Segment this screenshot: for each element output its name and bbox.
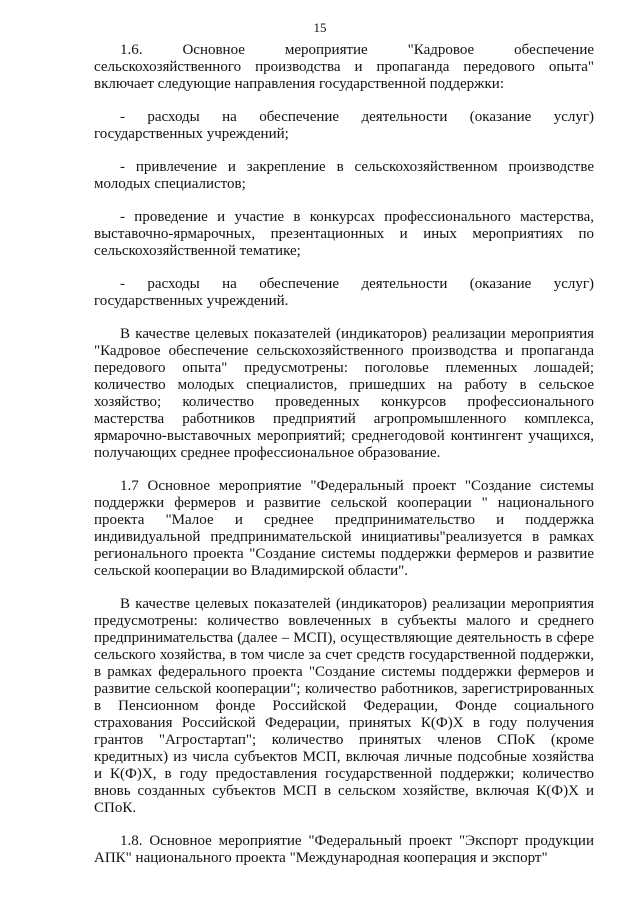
bullet-expenses-2: - расходы на обеспечение деятельности (оказание услуг) государственных учреждений.: [94, 276, 594, 309]
paragraph-1-7: 1.7 Основное мероприятие "Федеральный проект "Создание системы поддержки фермеров и развитие сельской кооперации " национального проекта "Малое и среднее предпринимательство и поддержка индивидуальной предпринимательской инициативы"реализуется в рамках регионального проекта "Создание системы поддержки фермеров и развитие сельской кооперации во Владимирской области".: [94, 478, 594, 579]
paragraph-indicators-1-6: В качестве целевых показателей (индикаторов) реализации мероприятия "Кадровое обеспечение сельскохозяйственного производства и пропаганда передового опыта" предусмотрены: поголовье племенных лошадей; количество молодых специалистов, пришедших на работу в сельское хозяйство; количество проведенных конкурсов профессионального мастерства работников предприятий агропромышленного комплекса, ярмарочно-выставочных мероприятий; среднегодовой контингент учащихся, получающих среднее профессиональное образование.: [94, 326, 594, 461]
paragraph-indicators-1-7: В качестве целевых показателей (индикаторов) реализации мероприятия предусмотрены: количество вовлеченных в субъекты малого и среднего предпринимательства (далее – МСП), осуществляющие деятельность в сфере сельского хозяйства, в том числе за счет средств государственной поддержки, в рамках федерального проекта "Создание системы поддержки фермеров и развитие сельской кооперации"; количество работников, зарегистрированных в Пенсионном фонде Российской Федерации, Фонде социального страхования Российской Федерации, принятых К(Ф)Х в году получения грантов "Агростартап"; количество принятых членов СПоК (кроме кредитных) из числа субъектов МСП, включая личные подсобные хозяйства и К(Ф)Х, в году предоставления государственной поддержки; количество вновь созданных субъектов МСП в сельском хозяйстве, включая К(Ф)Х и СПоК.: [94, 596, 594, 816]
paragraph-1-6-intro: 1.6. Основное мероприятие "Кадровое обеспечение сельскохозяйственного производства и пропаганда передового опыта" включает следующие направления государственной поддержки:: [94, 42, 594, 92]
bullet-young-specialists: - привлечение и закрепление в сельскохозяйственном производстве молодых специалистов;: [94, 159, 594, 192]
paragraph-1-8: 1.8. Основное мероприятие "Федеральный проект "Экспорт продукции АПК" национального проекта "Международная кооперация и экспорт": [94, 833, 594, 866]
bullet-expenses-1: - расходы на обеспечение деятельности (оказание услуг) государственных учреждений;: [94, 109, 594, 142]
document-body: [94, 42, 594, 867]
bullet-contests: - проведение и участие в конкурсах профессионального мастерства, выставочно-ярмарочных, презентационных и иных мероприятиях по сельскохозяйственной тематике;: [94, 209, 594, 259]
page-number: 15: [313, 20, 327, 35]
